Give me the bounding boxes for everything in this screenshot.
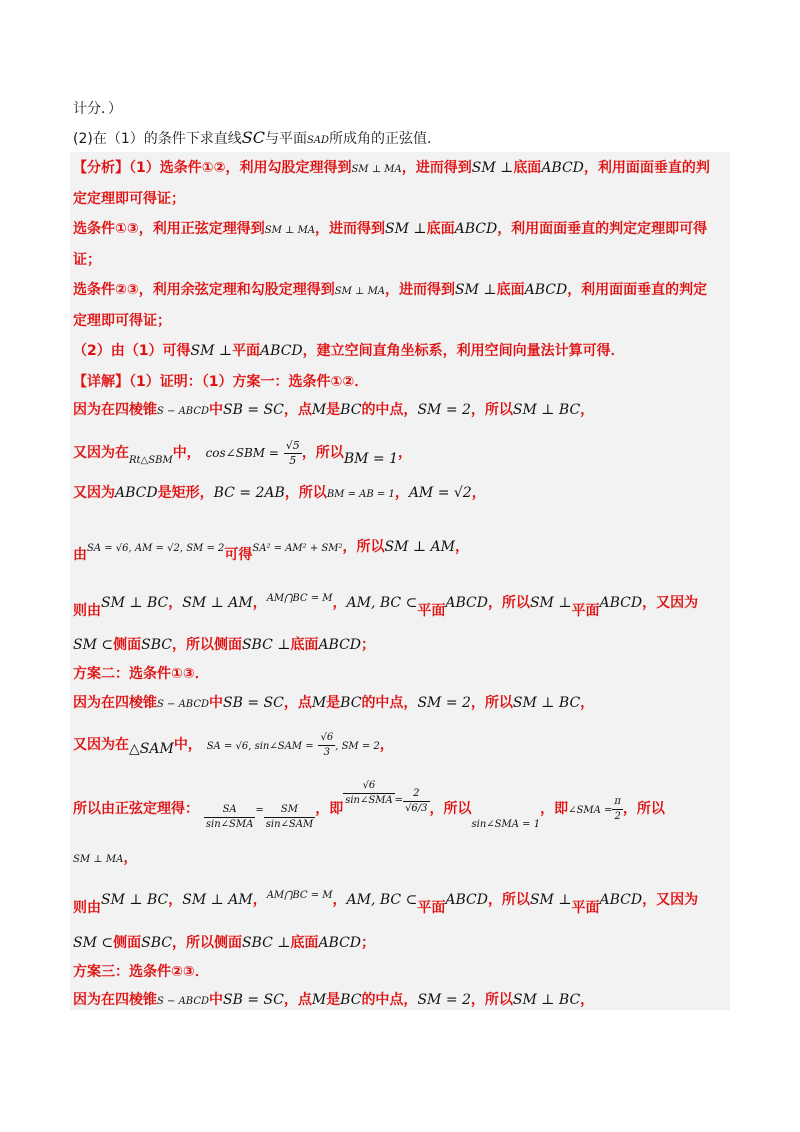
math: SM ⊥ <box>529 892 572 908</box>
math: SM ⊥ MA <box>351 164 402 175</box>
math: SM ⊥ <box>471 160 514 176</box>
math: SA = √6, AM = √2, SM = 2 <box>87 543 225 554</box>
math: SM ⊥ AM <box>182 892 253 908</box>
text: (2)在（1）的条件下求直线 <box>73 131 242 147</box>
text: 又因为在 <box>73 737 129 753</box>
text: ，所以 <box>470 992 513 1008</box>
math: SAD <box>306 135 330 146</box>
analysis-line-6 <box>73 310 728 332</box>
text: ， <box>332 892 347 908</box>
math: SM ⊂ <box>73 637 114 653</box>
math: BM = 1 <box>343 451 398 467</box>
math: S − ABCD <box>157 996 210 1007</box>
question-line-2 <box>73 127 728 152</box>
math: ABCD <box>541 160 584 176</box>
text: ， <box>252 892 267 908</box>
analysis-line-5 <box>73 279 728 303</box>
plan1-line-3 <box>73 482 728 506</box>
math: AM = √2 <box>408 485 472 501</box>
detail-heading <box>73 371 728 393</box>
text: 的中点， <box>361 992 418 1008</box>
math: SM ⊥ MA <box>73 854 124 865</box>
math: ABCD <box>115 485 158 501</box>
math: SM = 2 <box>417 992 471 1008</box>
math: SM ⊥ BC <box>512 695 581 711</box>
text: 选条件②③，利用余弦定理和勾股定理得到 <box>73 282 335 298</box>
math: SM ⊥ BC <box>512 402 581 418</box>
text: 又因为在 <box>73 445 129 461</box>
math: ABCD <box>599 892 643 908</box>
text: 由 <box>73 547 87 563</box>
analysis-line-1 <box>73 157 728 181</box>
math: , SM = 2 <box>335 741 380 752</box>
text: ， <box>332 595 347 611</box>
text: 是矩形， <box>157 485 214 501</box>
math: BC <box>340 695 362 711</box>
text: 中 <box>209 695 224 711</box>
plan2-line-6 <box>73 932 728 954</box>
text: 是 <box>326 402 341 418</box>
math: S − ABCD <box>157 699 210 710</box>
fraction <box>284 439 302 468</box>
math: △SAM <box>129 741 174 757</box>
text: ， <box>454 539 469 555</box>
analysis-line-7 <box>73 340 728 362</box>
math: SM ⊥ BC <box>101 595 169 611</box>
math: BM = AB = 1 <box>326 489 395 500</box>
text: ， <box>252 595 267 611</box>
denominator: sin∠SAM <box>265 819 314 830</box>
math: AM, BC ⊂ <box>346 892 418 908</box>
text: ，所以 <box>470 402 513 418</box>
math: SM = 2 <box>417 402 471 418</box>
text: ，点 <box>283 695 312 711</box>
numerator: π <box>612 795 623 810</box>
plan3-heading <box>73 961 728 983</box>
numerator: √6 <box>343 779 394 794</box>
text: 方案三：选条件②③． <box>73 964 209 980</box>
text: ，进而得到 <box>401 160 472 176</box>
plan1-line-6 <box>73 634 728 656</box>
text: 定理即可得证； <box>73 313 171 329</box>
math: SM ⊂ <box>73 935 114 951</box>
math: SM ⊥ BC <box>512 992 581 1008</box>
text: ； <box>361 935 376 951</box>
text: 证； <box>73 252 101 268</box>
text: 所以由正弦定理得： <box>73 801 199 817</box>
text: 底面 <box>426 221 455 237</box>
denominator: 5 <box>289 453 297 467</box>
plan2-line-1 <box>73 692 728 716</box>
math: SBC ⊥ <box>241 637 291 653</box>
math: M <box>311 695 327 711</box>
text: ，所以 <box>470 695 513 711</box>
text: 平面 <box>417 900 446 916</box>
text: ，所以 <box>487 595 530 611</box>
text: ，点 <box>283 992 312 1008</box>
plan2-heading <box>73 663 728 685</box>
math: M <box>311 992 327 1008</box>
denominator: 3 <box>323 746 331 758</box>
numerator: 2 <box>403 787 429 802</box>
math: ABCD <box>318 935 362 951</box>
math: ∠SMA = <box>568 805 613 816</box>
denominator: sin∠SMA <box>205 819 254 830</box>
math: ABCD <box>260 343 303 359</box>
analysis-line-3 <box>73 218 728 242</box>
text: 则由 <box>73 900 101 916</box>
plan3-line-1 <box>73 989 728 1013</box>
plan2-line-5 <box>73 885 728 919</box>
math: SA² = AM² + SM² <box>252 543 343 554</box>
text: ， <box>580 695 595 711</box>
text: ，点 <box>283 402 312 418</box>
denominator: sin∠SMA <box>345 795 393 806</box>
text: 中 <box>209 992 224 1008</box>
math: SBC <box>141 637 172 653</box>
text: ，利用面面垂直的判定 <box>567 282 708 298</box>
math: BC <box>340 402 362 418</box>
analysis-line-4 <box>73 249 728 271</box>
math: SB = SC <box>223 695 284 711</box>
text: 与平面 <box>264 131 307 147</box>
text: ，所以 <box>487 892 530 908</box>
text: ，所以 <box>284 485 327 501</box>
math: SM ⊥ <box>190 343 233 359</box>
text: 平面 <box>417 603 446 619</box>
text: ，所以 <box>429 801 472 817</box>
math: SB = SC <box>223 402 284 418</box>
math: ABCD <box>445 892 488 908</box>
text: ，又因为 <box>642 595 699 611</box>
fraction <box>403 787 429 816</box>
text: 平面 <box>232 343 261 359</box>
text: （2）由（1）可得 <box>73 343 191 359</box>
text: ，进而得到 <box>315 221 386 237</box>
math: SC <box>241 128 265 147</box>
math: SBC ⊥ <box>241 935 291 951</box>
math: sin∠SMA = 1 <box>471 819 541 830</box>
text: ， <box>379 737 394 753</box>
plan1-line-5 <box>73 588 728 622</box>
analysis-line-2 <box>73 188 728 210</box>
text: 侧面 <box>113 637 142 653</box>
text: ， <box>168 595 183 611</box>
math: SM ⊥ BC <box>101 892 169 908</box>
text: ， <box>123 850 138 866</box>
text: ， <box>394 485 409 501</box>
math: AM, BC ⊂ <box>346 595 418 611</box>
fraction <box>343 779 394 808</box>
numerator: √5 <box>285 438 300 452</box>
math: Rt△SBM <box>129 455 173 466</box>
math: SM ⊥ AM <box>182 595 253 611</box>
math: SM ⊥ MA <box>334 286 386 297</box>
text: 是 <box>326 695 341 711</box>
math: ABCD <box>454 221 498 237</box>
text: ，利用面面垂直的判 <box>583 160 710 176</box>
text: ，建立空间直角坐标系，利用空间向量法计算可得． <box>302 343 625 359</box>
text: ， <box>580 992 595 1008</box>
text: 又因为 <box>73 485 115 501</box>
text: ，利用面面垂直的判定定理即可得 <box>497 221 708 237</box>
math: M <box>311 402 327 418</box>
text: ，进而得到 <box>385 282 456 298</box>
text: 底面 <box>290 935 319 951</box>
plan2-line-4 <box>73 847 728 871</box>
fraction <box>204 803 255 832</box>
question-line-1 <box>73 98 728 120</box>
math: SM ⊥ MA <box>264 225 316 236</box>
math: ABCD <box>445 595 488 611</box>
text: 【分析】（1）选条件①②，利用勾股定理得到 <box>73 160 352 176</box>
text: 则由 <box>73 603 101 619</box>
text: ，即 <box>315 801 344 817</box>
math: SM = 2 <box>417 695 471 711</box>
text: 因为在四棱锥 <box>73 992 157 1008</box>
text: 侧面 <box>113 935 142 951</box>
math: AM⋂BC = M <box>266 593 333 604</box>
text: 可得 <box>224 547 253 563</box>
text: ，所以侧面 <box>171 637 242 653</box>
plan1-line-1 <box>73 399 728 423</box>
math: ABCD <box>524 282 568 298</box>
text: ，即 <box>540 801 569 817</box>
math: SB = SC <box>223 992 284 1008</box>
math: ABCD <box>599 595 643 611</box>
math: SM ⊥ <box>385 221 427 237</box>
text: 的中点， <box>361 402 418 418</box>
math: AM⋂BC = M <box>266 890 333 901</box>
text: 选条件①③，利用正弦定理得到 <box>73 221 265 237</box>
plan1-line-2 <box>73 436 728 470</box>
text: 方案二：选条件①③． <box>73 666 209 682</box>
text: ，又因为 <box>642 892 699 908</box>
text: 底面 <box>290 637 319 653</box>
math: cos∠SBM = <box>205 446 279 460</box>
text: 定定理即可得证； <box>73 191 185 207</box>
fraction <box>612 795 623 824</box>
text: ； <box>361 637 376 653</box>
plan2-line-3 <box>73 776 728 830</box>
math: SA = √6, sin∠SAM = <box>206 741 314 752</box>
fraction <box>264 803 315 832</box>
text: 平面 <box>571 900 600 916</box>
fraction <box>318 731 335 760</box>
text: ， <box>397 445 412 461</box>
math: SM ⊥ AM <box>384 539 455 555</box>
numerator: SM <box>264 803 315 818</box>
text: 因为在四棱锥 <box>73 402 157 418</box>
math: S − ABCD <box>157 406 210 417</box>
math: BC = 2AB <box>213 485 285 501</box>
text: 底面 <box>513 160 542 176</box>
plan2-line-2 <box>73 728 728 762</box>
text: 底面 <box>496 282 525 298</box>
text: 中， <box>173 737 202 753</box>
text: 计分．） <box>73 101 122 117</box>
text: 因为在四棱锥 <box>73 695 157 711</box>
math: SBC <box>141 935 172 951</box>
text: ， <box>168 892 183 908</box>
denominator: √6/3 <box>405 803 428 814</box>
text: 的中点， <box>361 695 418 711</box>
numerator: √6 <box>318 731 335 746</box>
math: SM ⊥ <box>529 595 572 611</box>
math: ABCD <box>318 637 362 653</box>
denominator: 2 <box>614 810 621 822</box>
text: ，所以 <box>301 445 344 461</box>
text: 所成角的正弦值． <box>329 131 442 147</box>
text: ， <box>580 402 595 418</box>
text: ，所以 <box>622 801 665 817</box>
math: = <box>255 805 264 816</box>
text: ， <box>471 485 486 501</box>
math: = <box>394 795 404 806</box>
text: 平面 <box>571 603 600 619</box>
plan1-line-4 <box>73 536 728 566</box>
math: SM ⊥ <box>455 282 497 298</box>
text: 是 <box>326 992 341 1008</box>
text: 中 <box>209 402 224 418</box>
numerator: SA <box>204 803 255 818</box>
text: 中， <box>172 445 201 461</box>
math: BC <box>340 992 362 1008</box>
text: ，所以 <box>342 539 385 555</box>
text: 【详解】（1）证明：（1）方案一：选条件①②． <box>73 374 369 390</box>
text: ，所以侧面 <box>171 935 242 951</box>
